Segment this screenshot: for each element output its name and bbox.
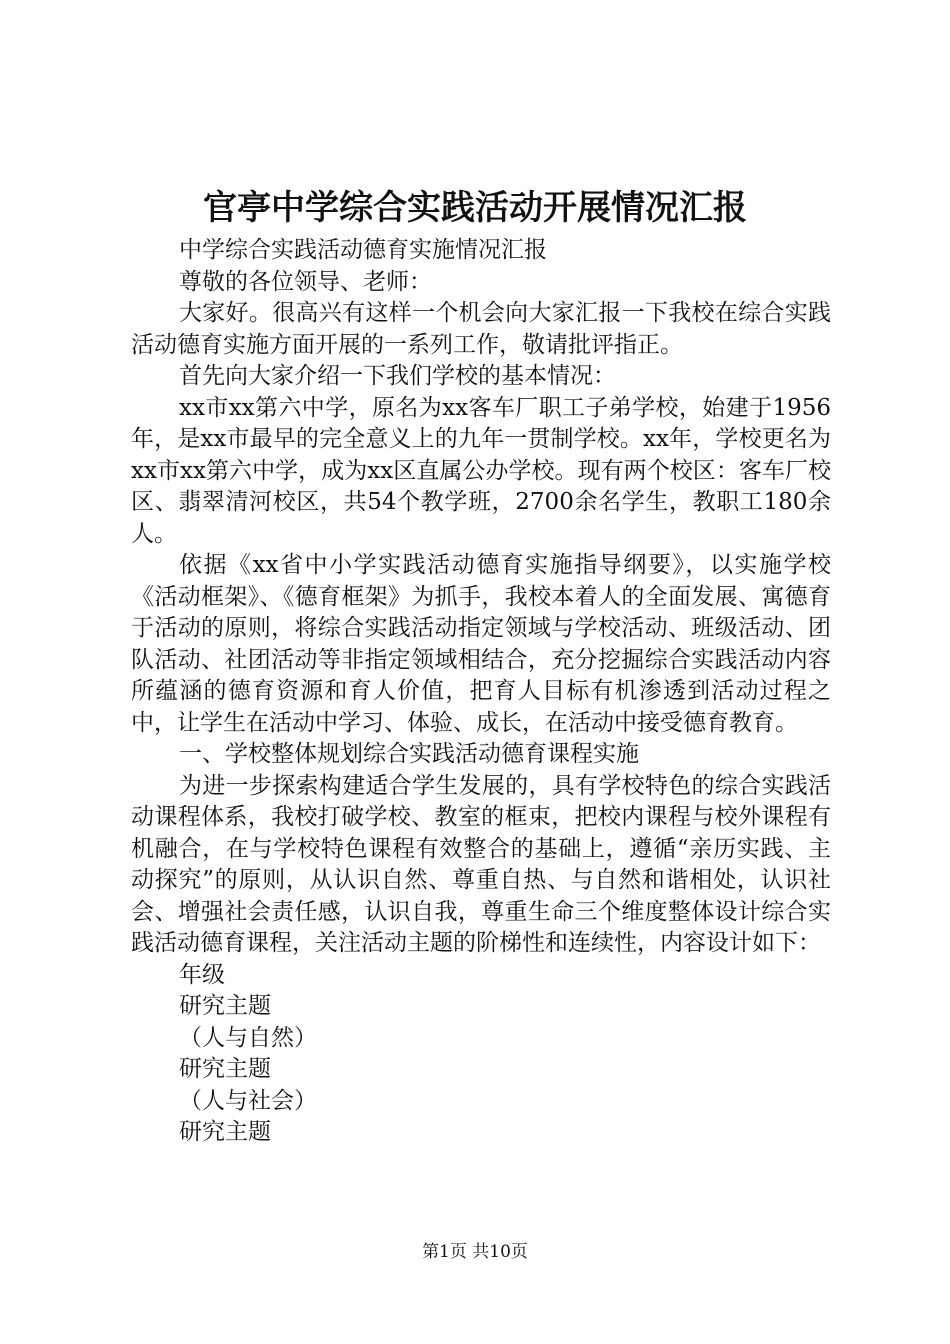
basis-paragraph: 依据《xx省中小学实践活动德育实施指导纲要》，以实施学校《活动框架》、《德育框架》为抓手，我校本着人的全面发展、寓德育于活动的原则，将综合实践活动指定领域与学校活动、班级活动、团队活动、社团活动等非指定领域相结合，充分挖掘综合实践活动内容所蕴涵的德育资源和育人价值，把育人目标有机渗透到活动过程之中，让学生在活动中学习、体验、成长，在活动中接受德育教育。 bbox=[131, 552, 831, 736]
school-info-paragraph: xx市xx第六中学，原名为xx客车厂职工子弟学校，始建于1956年，是xx市最早的完全意义上的九年一贯制学校。xx年，学校更名为xx市xx第六中学，成为xx区直属公办学校。现有两个校区：客车厂校区、翡翠清河校区，共54个教学班，2700余名学生，教职工180余人。 bbox=[131, 394, 831, 547]
curriculum-paragraph: 为进一步探索构建适合学生发展的，具有学校特色的综合实践活动课程体系，我校打破学校、教室的框束，把校内课程与校外课程有机融合，在与学校特色课程有效整合的基础上，遵循“亲历实践、主动探究”的原则，从认识自然、尊重自热、与自然和谐相处，认识社会、增强社会责任感，认识自我，尊重生命三个维度整体设计综合实践活动德育课程，关注活动主题的阶梯性和连续性，内容设计如下： bbox=[131, 772, 831, 956]
table-line-nature: （人与自然） bbox=[179, 1024, 317, 1051]
intro-paragraph: 首先向大家介绍一下我们学校的基本情况： bbox=[179, 363, 616, 389]
table-line-topic-1: 研究主题 bbox=[179, 993, 271, 1019]
document-body bbox=[131, 235, 831, 1149]
page-number-footer: 第1页 共10页 bbox=[422, 1242, 528, 1262]
salutation-paragraph: 尊敬的各位领导、老师： bbox=[179, 268, 432, 295]
table-line-topic-3: 研究主题 bbox=[179, 1119, 271, 1145]
subtitle-paragraph: 中学综合实践活动德育实施情况汇报 bbox=[179, 237, 547, 263]
table-line-society: （人与社会） bbox=[179, 1087, 317, 1114]
table-line-topic-2: 研究主题 bbox=[179, 1056, 271, 1082]
document-title: 官亭中学综合实践活动开展情况汇报 bbox=[203, 188, 747, 228]
greeting-paragraph: 大家好。很高兴有这样一个机会向大家汇报一下我校在综合实践活动德育实施方面开展的一系列工作，敬请批评指正。 bbox=[131, 300, 831, 358]
table-line-grade: 年级 bbox=[179, 961, 225, 988]
section-heading: 一、学校整体规划综合实践活动德育课程实施 bbox=[179, 741, 639, 767]
